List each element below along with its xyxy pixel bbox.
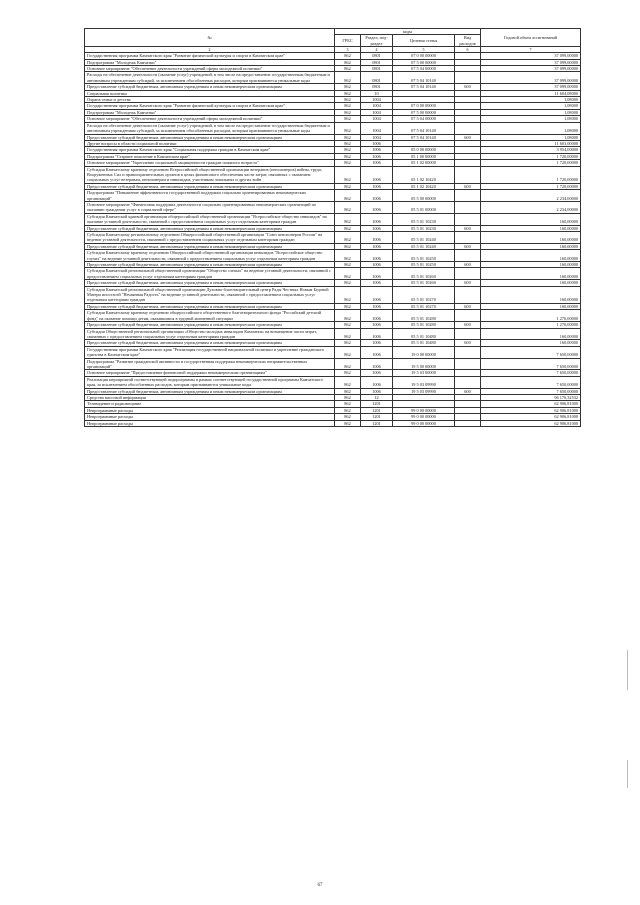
row-vr: 600 — [455, 280, 481, 286]
row-grbs: 862 — [335, 250, 361, 262]
row-rzpr: 1006 — [361, 232, 393, 244]
row-sum: 160,00000 — [481, 213, 581, 225]
row-sum: 62 906,81000 — [481, 420, 581, 426]
row-cs: 05 5 01 10480 — [393, 328, 455, 340]
row-grbs: 862 — [335, 213, 361, 225]
row-cs: 19 5 03 09990 — [393, 376, 455, 388]
row-rzpr: 1006 — [361, 310, 393, 322]
row-grbs: 862 — [335, 303, 361, 309]
row-grbs: 862 — [335, 59, 361, 65]
row-sum: 3 954,00000 — [481, 147, 581, 153]
row-rzpr: 1004 — [361, 134, 393, 140]
row-cs: 07 5 04 00000 — [393, 116, 455, 122]
row-sum: 1 720,00000 — [481, 153, 581, 159]
table-row — [85, 122, 581, 134]
row-cs: 07 0 00 00000 — [393, 53, 455, 59]
row-name: Основное мероприятие "Предоставление финансовой поддержки некоммерческим организациям" — [85, 370, 335, 376]
row-rzpr: 1004 — [361, 116, 393, 122]
row-grbs: 862 — [335, 140, 361, 146]
row-rzpr: 10 — [361, 90, 393, 96]
row-name: Субсидия Камчатскому региональному отделению Общероссийской общественной организации "Союз пенсионеров России" на ведение уставной деятельности, связанной с предоставлением социальных услуг отдельным категориям граждан — [85, 232, 335, 244]
row-name: Субсидия Камчатскому краевому отделению Общероссийской общественной организации инвалидов "Всероссийское общество глухих" на ведение уставной деятельности, связанной с предоставлением социальных услуг отдельным категориям граждан — [85, 250, 335, 262]
row-vr: 600 — [455, 322, 481, 328]
row-rzpr: 1004 — [361, 109, 393, 115]
row-sum: 37 099,00000 — [481, 66, 581, 72]
row-vr — [455, 213, 481, 225]
header-idx-sum: 7 — [481, 47, 581, 53]
row-name: Расходы на обеспечение деятельности (оказание услуг) учреждений, в том числе на предоставление государственным бюджетным и автономным учреждениям субсидий, за исключением обособленных расходов, которым присваиваются уникальные коды — [85, 72, 335, 84]
row-vr: 600 — [455, 262, 481, 268]
budget-table — [84, 28, 581, 427]
row-name: Предоставление субсидий бюджетным, автономным учреждениям и иным некоммерческим организациям — [85, 262, 335, 268]
row-grbs: 862 — [335, 109, 361, 115]
row-grbs: 862 — [335, 134, 361, 140]
row-vr — [455, 166, 481, 183]
header-idx-name: 2 — [85, 47, 335, 53]
row-cs: 05 5 01 00000 — [393, 201, 455, 213]
row-grbs: 862 — [335, 407, 361, 413]
row-cs: 07 0 00 00000 — [393, 103, 455, 109]
row-sum: 11 604,08000 — [481, 90, 581, 96]
header-rzpr: Раздел, под-раздел — [361, 35, 393, 47]
row-grbs: 862 — [335, 225, 361, 231]
row-rzpr: 1006 — [361, 166, 393, 183]
row-sum: 37 099,00000 — [481, 53, 581, 59]
row-grbs: 862 — [335, 322, 361, 328]
row-cs: 05 5 01 10230 — [393, 225, 455, 231]
row-rzpr: 1006 — [361, 160, 393, 166]
table-row — [85, 232, 581, 244]
row-vr: 600 — [455, 84, 481, 90]
header-idx-rzpr: 4 — [361, 47, 393, 53]
row-vr: 600 — [455, 388, 481, 394]
header-idx-cs: 5 — [393, 47, 455, 53]
table-row — [85, 250, 581, 262]
row-grbs: 862 — [335, 243, 361, 249]
row-name: Телевидение и радиовещание — [85, 401, 335, 407]
header-vr: Вид расходов — [455, 35, 481, 47]
row-sum: 1 720,00000 — [481, 160, 581, 166]
row-name: Предоставление субсидий бюджетным, автономным учреждениям и иным некоммерческим организациям — [85, 84, 335, 90]
row-cs: 05 5 01 10250 — [393, 262, 455, 268]
row-name: Предоставление субсидий бюджетным, автономным учреждениям и иным некоммерческим организациям — [85, 183, 335, 189]
row-grbs: 862 — [335, 166, 361, 183]
row-rzpr: 1006 — [361, 346, 393, 358]
row-grbs: 862 — [335, 122, 361, 134]
row-sum: 7 650,00000 — [481, 376, 581, 388]
table-body — [85, 53, 581, 427]
row-vr — [455, 250, 481, 262]
row-name: Субсидия Камчатской региональной общественной организации "Общество слепых" на ведение уставной деятельности, связанной с предоставлением социальных услуг отдельным категориям граждан — [85, 268, 335, 280]
row-sum: 1 276,00000 — [481, 310, 581, 322]
row-rzpr: 0801 — [361, 59, 393, 65]
row-name: Реализация мероприятий соответствующей подпрограммы в рамках соответствующей государственной программы Камчатского края, за исключением обособленных расходов, которым присваиваются уникальные коды — [85, 376, 335, 388]
row-grbs: 862 — [335, 414, 361, 420]
row-cs: 99 0 00 00000 — [393, 407, 455, 413]
row-cs: 05 5 01 10270 — [393, 303, 455, 309]
row-name: Непрограммные расходы — [85, 407, 335, 413]
row-cs: 05 5 01 10230 — [393, 213, 455, 225]
row-cs: 19 5 03 00000 — [393, 370, 455, 376]
table-row — [85, 166, 581, 183]
row-name: Основное мероприятие "Финансовая поддержка деятельности социально ориентированных некоммерческих организаций по оказанию гражданам услуг в социальной сфере" — [85, 201, 335, 213]
row-sum: 7 650,00000 — [481, 370, 581, 376]
row-grbs: 862 — [335, 53, 361, 59]
row-sum: 1 276,00000 — [481, 322, 581, 328]
row-rzpr: 0801 — [361, 66, 393, 72]
row-name: Предоставление субсидий бюджетным, автономным учреждениям и иным некоммерческим организациям — [85, 134, 335, 140]
row-name: Основное мероприятие "Обеспечение деятельности учреждений сферы молодежной политики" — [85, 116, 335, 122]
row-sum: 37 099,00000 — [481, 84, 581, 90]
row-grbs: 862 — [335, 97, 361, 103]
row-name: Другие вопросы в области социальной политики — [85, 140, 335, 146]
header-grbs: ГРБС — [335, 35, 361, 47]
row-name: Основное мероприятие "Обеспечение деятельности учреждений сферы молодежной политики" — [85, 66, 335, 72]
row-rzpr: 1006 — [361, 280, 393, 286]
row-name: Основное мероприятие "Укрепление социальной защищенности граждан пожилого возраста" — [85, 160, 335, 166]
row-sum: 1,08000 — [481, 122, 581, 134]
row-name: Субсидия Общественной региональной организации «Общество молодых инвалидов Камчатки» на возмещение части затрат, связанных с предоставлением социальных услуг отдельным категориям граждан — [85, 328, 335, 340]
row-rzpr: 1201 — [361, 407, 393, 413]
scan-edge-mark — [627, 650, 628, 690]
row-grbs: 862 — [335, 376, 361, 388]
row-name: Предоставление субсидий бюджетным, автономным учреждениям и иным некоммерческим организациям — [85, 322, 335, 328]
row-sum: 7 650,00000 — [481, 388, 581, 394]
row-vr — [455, 72, 481, 84]
row-name: Субсидия Камчатской краевой организации общероссийской общественной организации "Всероссийское общество инвалидов" на оказание уставной деятельности, связанной с предоставлением социальных услуг отдельным категориям граждан — [85, 213, 335, 225]
row-sum: 160,00000 — [481, 268, 581, 280]
row-grbs: 862 — [335, 90, 361, 96]
header-cs: Целевая статья — [393, 35, 455, 47]
row-grbs: 862 — [335, 72, 361, 84]
row-vr: 600 — [455, 303, 481, 309]
row-grbs: 862 — [335, 340, 361, 346]
row-grbs: 862 — [335, 103, 361, 109]
row-grbs: 862 — [335, 388, 361, 394]
row-vr: 600 — [455, 134, 481, 140]
row-grbs: 862 — [335, 310, 361, 322]
row-sum: 160,00000 — [481, 286, 581, 303]
row-rzpr: 1006 — [361, 213, 393, 225]
row-rzpr: 1004 — [361, 103, 393, 109]
row-name: Подпрограмма "Старшее поколение в Камчатском крае" — [85, 153, 335, 159]
row-grbs: 862 — [335, 328, 361, 340]
row-name: Средства массовой информации — [85, 394, 335, 400]
row-grbs: 862 — [335, 280, 361, 286]
table-row — [85, 420, 581, 426]
row-sum: 1,08000 — [481, 97, 581, 103]
row-sum: 1,08000 — [481, 116, 581, 122]
row-grbs: 862 — [335, 201, 361, 213]
row-name: Подпрограмма "Молодежь Камчатки" — [85, 109, 335, 115]
row-sum: 7 650,00000 — [481, 358, 581, 370]
row-vr — [455, 376, 481, 388]
row-rzpr: 1006 — [361, 340, 393, 346]
row-grbs: 862 — [335, 401, 361, 407]
row-name: Субсидия Камчатскому краевому отделению Всероссийской общественной организации ветеранов (пенсионеров) войны, труда, Вооруженных Сил и правоохранительных органов в целях финансового обеспечения части затрат, связанных с оказанием социальных услуг ветеранам, пенсионерам и инвалидам, участникам локальных и других войн — [85, 166, 335, 183]
row-name: Субсидия Камчатской региональной общественной организации Духовно-благотворительный центр Рады Честных Новым Бедовой Матери ипостасей "Нечаянная Радость" на ведение уставной деятельности, связанной с предоставлением социальных услуг отдельным категориям граждан — [85, 286, 335, 303]
table-row — [85, 201, 581, 213]
row-vr — [455, 328, 481, 340]
row-sum: 1,08000 — [481, 109, 581, 115]
row-cs: 07 5 00 00000 — [393, 109, 455, 115]
row-rzpr: 1006 — [361, 303, 393, 309]
row-grbs: 862 — [335, 268, 361, 280]
row-name: Охрана семьи и детства — [85, 97, 335, 103]
row-sum: 62 906,81000 — [481, 414, 581, 420]
table-row — [85, 286, 581, 303]
row-rzpr: 1006 — [361, 190, 393, 202]
row-cs: 05 5 01 10240 — [393, 232, 455, 244]
table-header — [85, 29, 581, 53]
row-sum: 1 720,00000 — [481, 183, 581, 189]
row-name: Государственная программа Камчатского края "Социальная поддержка граждан в Камчатском крае" — [85, 147, 335, 153]
table-row — [85, 72, 581, 84]
row-rzpr: 1006 — [361, 322, 393, 328]
row-sum: 160,00000 — [481, 328, 581, 340]
row-grbs: 862 — [335, 116, 361, 122]
row-sum: 62 906,81000 — [481, 401, 581, 407]
row-vr — [455, 286, 481, 303]
row-name: Расходы на обеспечение деятельности (оказание услуг) учреждений, в том числе на предоставление государственным бюджетным и автономным учреждениям субсидий, за исключением обособленных расходов, которым присваиваются уникальные коды — [85, 122, 335, 134]
row-name: Предоставление субсидий бюджетным, автономным учреждениям и иным некоммерческим организациям — [85, 388, 335, 394]
row-rzpr: 1201 — [361, 414, 393, 420]
row-rzpr: 1006 — [361, 201, 393, 213]
row-cs: 07 5 04 10140 — [393, 72, 455, 84]
row-cs: 05 5 00 00000 — [393, 190, 455, 202]
row-vr — [455, 310, 481, 322]
table-row — [85, 358, 581, 370]
row-grbs: 862 — [335, 262, 361, 268]
row-cs: 99 0 00 00000 — [393, 414, 455, 420]
row-rzpr: 1006 — [361, 358, 393, 370]
row-grbs: 862 — [335, 153, 361, 159]
row-grbs: 862 — [335, 160, 361, 166]
row-name: Государственная программа Камчатского края "Реализация государственной национальной политики и укрепление гражданского единства в Камчатском крае" — [85, 346, 335, 358]
row-grbs: 862 — [335, 84, 361, 90]
row-name: Субсидия Камчатскому краевому отделению общероссийского общественного благотворительного фонда "Российский детский фонд" на оказание помощи детям, оказавшимся в трудной жизненной ситуации — [85, 310, 335, 322]
row-rzpr: 1006 — [361, 262, 393, 268]
row-sum: 160,00000 — [481, 280, 581, 286]
row-rzpr: 1006 — [361, 376, 393, 388]
row-rzpr: 1006 — [361, 140, 393, 146]
row-name: Предоставление субсидий бюджетным, автономным учреждениям и иным некоммерческим организациям — [85, 280, 335, 286]
row-vr — [455, 358, 481, 370]
row-sum: 11 603,00000 — [481, 140, 581, 146]
row-name: Предоставление субсидий бюджетным, автономным учреждениям и иным некоммерческим организациям — [85, 340, 335, 346]
row-name: Непрограммные расходы — [85, 420, 335, 426]
row-sum: 62 906,81000 — [481, 407, 581, 413]
row-rzpr: 1006 — [361, 147, 393, 153]
table-row — [85, 328, 581, 340]
row-vr: 600 — [455, 225, 481, 231]
row-name: Социальная политика — [85, 90, 335, 96]
row-rzpr: 1004 — [361, 122, 393, 134]
header-num: № — [85, 29, 335, 47]
row-name: Государственная программа Камчатского края "Развитие физической культуры и спорта в Камчатском крае" — [85, 103, 335, 109]
table-row — [85, 190, 581, 202]
row-sum: 1,08000 — [481, 134, 581, 140]
row-rzpr: 1006 — [361, 328, 393, 340]
table-row — [85, 268, 581, 280]
header-codes: коды — [335, 29, 481, 35]
row-name: Подпрограмма "Молодежь Камчатки" — [85, 59, 335, 65]
row-cs: 05 0 00 00000 — [393, 147, 455, 153]
row-rzpr: 1006 — [361, 268, 393, 280]
row-cs: 05 1 00 00000 — [393, 153, 455, 159]
row-cs: 19 5 00 00000 — [393, 358, 455, 370]
row-rzpr: 1006 — [361, 225, 393, 231]
row-sum: 1,08000 — [481, 103, 581, 109]
row-cs: 05 5 01 10280 — [393, 322, 455, 328]
row-vr — [455, 122, 481, 134]
row-grbs: 862 — [335, 420, 361, 426]
row-grbs: 862 — [335, 190, 361, 202]
row-grbs: 862 — [335, 147, 361, 153]
header-idx-vr: 6 — [455, 47, 481, 53]
row-cs: 07 5 04 10140 — [393, 84, 455, 90]
row-sum: 37 099,00000 — [481, 59, 581, 65]
table-row — [85, 376, 581, 388]
row-cs: 05 5 01 10240 — [393, 243, 455, 249]
row-rzpr: 1006 — [361, 153, 393, 159]
row-cs: 99 0 00 00000 — [393, 420, 455, 426]
row-name: Подпрограмма "Развитие гражданской активности и государственная поддержка некоммерческих неправительственных организаций" — [85, 358, 335, 370]
row-sum: 160,00000 — [481, 225, 581, 231]
row-name: Предоставление субсидий бюджетным, автономным учреждениям и иным некоммерческим организациям — [85, 225, 335, 231]
header-sum: Годовой объем ассигнований — [481, 29, 581, 47]
row-rzpr: 1006 — [361, 250, 393, 262]
row-vr — [455, 201, 481, 213]
row-vr: 600 — [455, 183, 481, 189]
row-sum: 160,00000 — [481, 232, 581, 244]
row-name: Предоставление субсидий бюджетным, автономным учреждениям и иным некоммерческим организациям — [85, 243, 335, 249]
row-name: Подпрограмма "Повышение эффективности государственной поддержки социально ориентированных некоммерческих организаций" — [85, 190, 335, 202]
row-vr — [455, 420, 481, 426]
row-sum: 2 234,00000 — [481, 190, 581, 202]
row-sum: 160,00000 — [481, 340, 581, 346]
row-rzpr: 12 — [361, 394, 393, 400]
row-sum: 2 234,00000 — [481, 201, 581, 213]
table-row — [85, 346, 581, 358]
row-rzpr: 0801 — [361, 72, 393, 84]
row-rzpr: 1006 — [361, 183, 393, 189]
page-number: 67 — [317, 883, 323, 888]
scan-edge-mark — [627, 760, 628, 788]
row-rzpr: 1006 — [361, 286, 393, 303]
row-grbs: 862 — [335, 66, 361, 72]
row-grbs: 862 — [335, 358, 361, 370]
row-sum: 1 720,00000 — [481, 166, 581, 183]
row-sum: 96 176,32532 — [481, 394, 581, 400]
row-cs: 05 5 01 10260 — [393, 280, 455, 286]
row-sum: 160,00000 — [481, 262, 581, 268]
row-cs: 19 5 03 09990 — [393, 388, 455, 394]
row-sum: 160,00000 — [481, 303, 581, 309]
row-rzpr: 1201 — [361, 420, 393, 426]
row-vr: 600 — [455, 340, 481, 346]
row-sum: 160,00000 — [481, 243, 581, 249]
header-idx-grbs: 3 — [335, 47, 361, 53]
row-cs: 05 1 02 10420 — [393, 166, 455, 183]
row-rzpr: 1201 — [361, 401, 393, 407]
row-sum: 160,00000 — [481, 250, 581, 262]
row-cs: 05 5 01 10480 — [393, 340, 455, 346]
row-vr — [455, 232, 481, 244]
row-vr — [455, 190, 481, 202]
row-vr — [455, 268, 481, 280]
row-cs: 05 5 01 10270 — [393, 286, 455, 303]
row-rzpr: 1004 — [361, 97, 393, 103]
row-cs: 05 5 01 10260 — [393, 268, 455, 280]
row-cs: 05 1 02 10420 — [393, 183, 455, 189]
row-sum: 37 099,00000 — [481, 72, 581, 84]
row-cs: 07 5 04 00000 — [393, 66, 455, 72]
row-vr: 600 — [455, 243, 481, 249]
row-rzpr: 0801 — [361, 53, 393, 59]
row-grbs: 862 — [335, 183, 361, 189]
row-name: Государственная программа Камчатского края "Развитие физической культуры и спорта в Камчатском крае" — [85, 53, 335, 59]
row-cs: 07 5 04 10140 — [393, 134, 455, 140]
row-name: Непрограммные расходы — [85, 414, 335, 420]
row-cs: 19 0 00 00000 — [393, 346, 455, 358]
row-cs: 07 5 00 00000 — [393, 59, 455, 65]
row-rzpr: 1006 — [361, 243, 393, 249]
row-cs: 05 5 01 10250 — [393, 250, 455, 262]
row-grbs: 862 — [335, 346, 361, 358]
table-row — [85, 213, 581, 225]
row-cs: 05 5 01 10280 — [393, 310, 455, 322]
row-grbs: 862 — [335, 394, 361, 400]
row-grbs: 862 — [335, 286, 361, 303]
row-rzpr: 0801 — [361, 84, 393, 90]
row-sum: 7 650,00000 — [481, 346, 581, 358]
row-grbs: 862 — [335, 370, 361, 376]
row-rzpr: 1006 — [361, 388, 393, 394]
table-row — [85, 310, 581, 322]
row-name: Предоставление субсидий бюджетным, автономным учреждениям и иным некоммерческим организациям — [85, 303, 335, 309]
row-cs: 07 5 04 10140 — [393, 122, 455, 134]
row-vr — [455, 346, 481, 358]
row-grbs: 862 — [335, 232, 361, 244]
row-rzpr: 1006 — [361, 370, 393, 376]
row-cs: 05 1 02 00000 — [393, 160, 455, 166]
